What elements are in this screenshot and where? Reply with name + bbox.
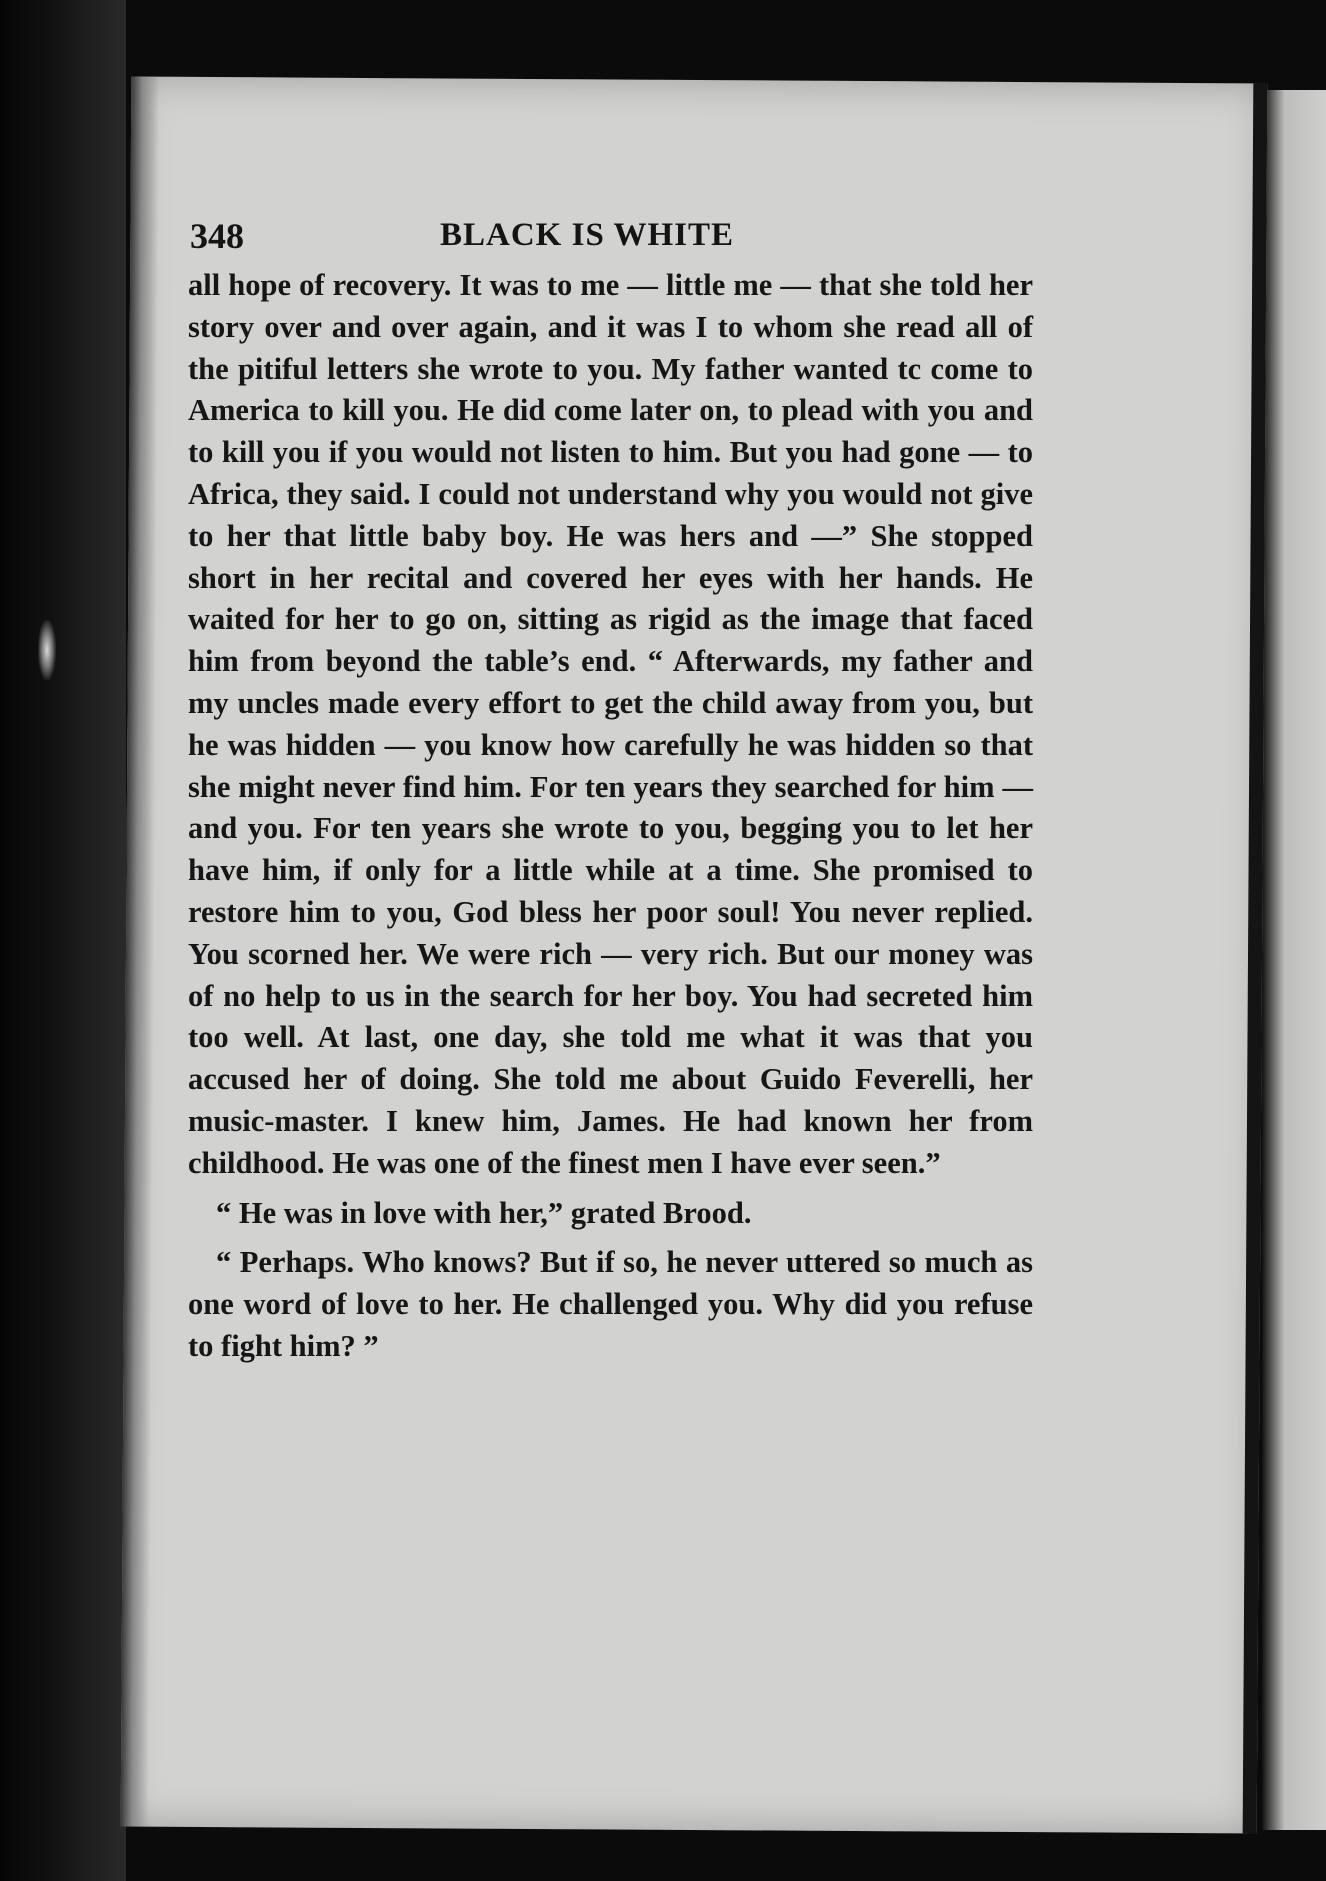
spine-glint [38, 620, 56, 680]
page-body [188, 265, 1033, 1368]
running-head: BLACK IS WHITE [440, 217, 734, 253]
paragraph-continued: all hope of recovery. It was to me — little me — that she told her story over and over again, and it was I to whom she read all of the pitiful letters she wrote to you. My father wanted tc come to America to kill you. He did come later on, to plead with you and to kill you if you would not listen to him. But you had gone — to Africa, they said. I could not understand why you would not give to her that little baby boy. He was hers and —” She stopped short in her recital and covered her eyes with her hands. He waited for her to go on, sitting as rigid as the image that faced him from beyond the table’s end. “ Afterwards, my father and my uncles made every effort to get the child away from you, but he was hidden — you know how carefully he was hidden so that she might never find him. For ten years they searched for him — and you. For ten years she wrote to you, begging you to let her have him, if only for a little while at a time. She promised to restore him to you, God bless her poor soul! You never replied. You scorned her. We were rich — very rich. But our money was of no help to us in the search for her boy. You had secreted him too well. At last, one day, she told me what it was that you accused her of doing. She told me about Guido Feverelli, her music-master. I knew him, James. He had known her from childhood. He was one of the finest men I have ever seen.” [188, 268, 1033, 1180]
page-number: 348 [190, 216, 244, 256]
adjacent-page-edge [1262, 90, 1326, 1830]
page-header [190, 215, 970, 265]
paragraph-dialogue-1: “ He was in love with her,” grated Brood. [216, 1195, 752, 1230]
book-spine-edge [0, 0, 126, 1881]
paragraph-dialogue-2: “ Perhaps. Who knows? But if so, he never uttered so much as one word of love to her. He challenged you. Why did you refuse to fight him? ” [188, 1245, 1033, 1363]
